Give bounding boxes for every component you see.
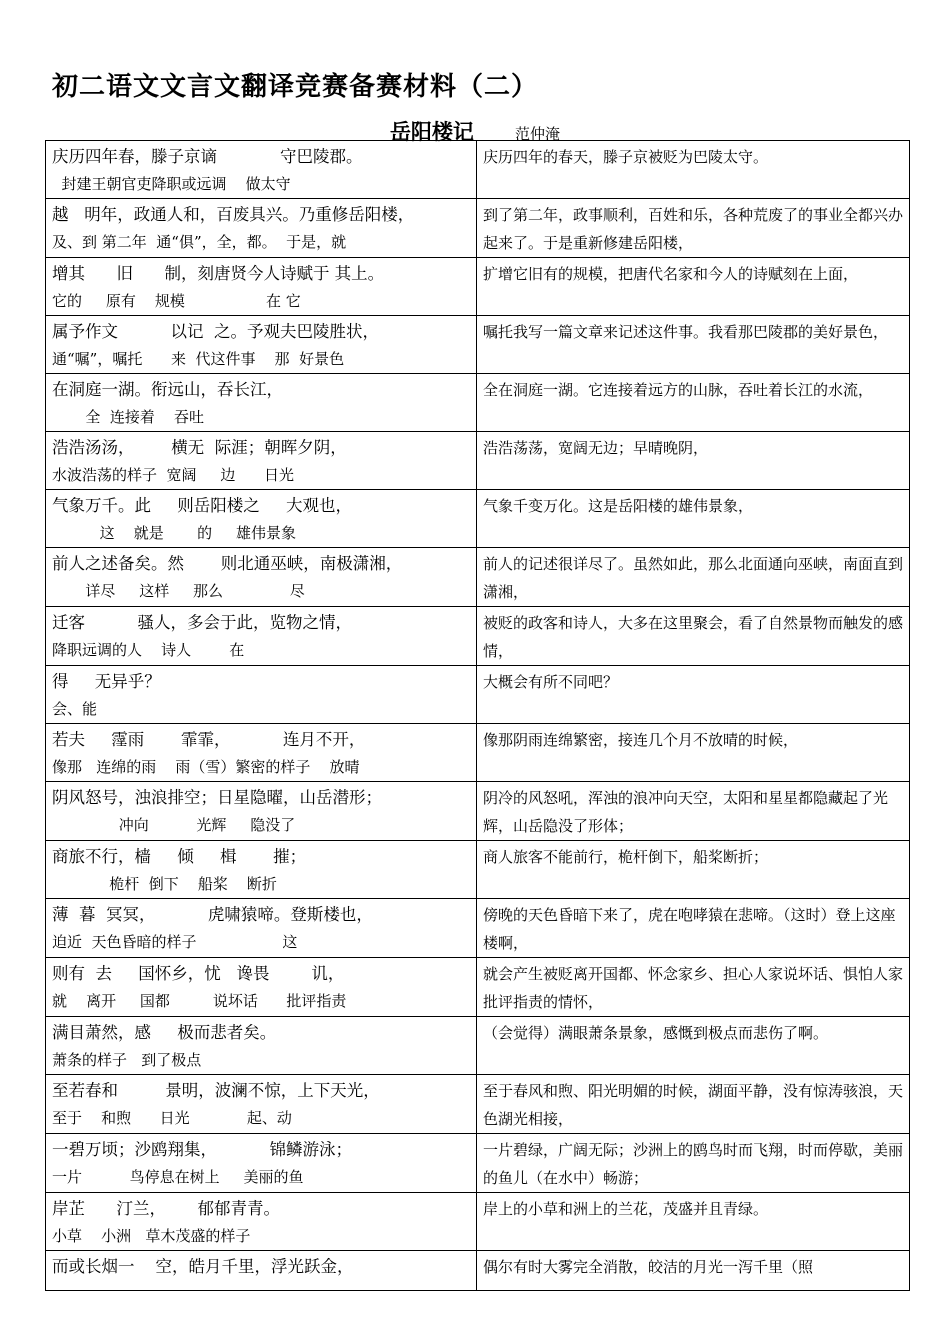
word-gloss: 水波浩荡的样子 宽阔 边 日光 bbox=[52, 466, 294, 484]
original-text-cell bbox=[46, 1134, 477, 1193]
original-text-cell bbox=[46, 374, 477, 432]
translation-table bbox=[45, 140, 910, 1291]
translation-text: 大概会有所不同吧？ bbox=[477, 666, 910, 724]
translation-text: 傍晚的天色昏暗下来了，虎在咆哮猿在悲啼。（这时）登上这座楼啊， bbox=[477, 899, 910, 958]
original-text: 前人之述备矣。然 则北通巫峡，南极潇湘， bbox=[52, 554, 403, 573]
table-row bbox=[46, 1017, 910, 1075]
word-gloss: 迫近 天色昏暗的样子 这 bbox=[52, 933, 298, 951]
translation-text: 嘱托我写一篇文章来记述这件事。我看那巴陵郡的美好景色， bbox=[477, 316, 910, 374]
translation-text: 岸上的小草和洲上的兰花，茂盛并且青绿。 bbox=[477, 1193, 910, 1251]
essay-author: 范仲淹 bbox=[515, 125, 561, 143]
page-title: 初二语文文言文翻译竞赛备赛材料（二） bbox=[52, 72, 539, 102]
original-text-cell bbox=[46, 1017, 477, 1075]
table-row bbox=[46, 316, 910, 374]
word-gloss: 封建王朝官吏降职或远调 做太守 bbox=[52, 175, 291, 193]
original-text: 一碧万顷；沙鸥翔集， 锦鳞游泳； bbox=[52, 1140, 352, 1159]
translation-text: 像那阴雨连绵繁密，接连几个月不放晴的时候， bbox=[477, 724, 910, 782]
original-text: 增其 旧 制，刻唐贤今人诗赋于 其上。 bbox=[52, 264, 385, 283]
word-gloss: 降职远调的人 诗人 在 bbox=[52, 641, 245, 659]
original-text: 则有 去 国怀乡，忧 谗畏 讥， bbox=[52, 964, 345, 983]
original-text: 商旅不行，樯 倾 楫 摧； bbox=[52, 847, 307, 866]
original-text-cell bbox=[46, 607, 477, 666]
original-text-cell bbox=[46, 782, 477, 841]
translation-text: 浩浩荡荡，宽阔无边；早晴晚阴， bbox=[477, 432, 910, 490]
table-row bbox=[46, 724, 910, 782]
original-text-cell bbox=[46, 724, 477, 782]
table-row bbox=[46, 432, 910, 490]
word-gloss: 一片 鸟停息在树上 美丽的鱼 bbox=[52, 1168, 304, 1186]
original-text-cell bbox=[46, 1251, 477, 1291]
original-text: 属予作文 以记 之。予观夫巴陵胜状， bbox=[52, 322, 379, 341]
translation-text: 到了第二年，政事顺利，百姓和乐，各种荒废了的事业全都兴办起来了。于是重新修建岳阳楼， bbox=[477, 199, 910, 258]
translation-text: 庆历四年的春天，滕子京被贬为巴陵太守。 bbox=[477, 141, 910, 199]
original-text-cell bbox=[46, 432, 477, 490]
translation-text: 被贬的政客和诗人，大多在这里聚会，看了自然景物而触发的感情， bbox=[477, 607, 910, 666]
word-gloss: 至于 和煦 日光 起、动 bbox=[52, 1109, 292, 1127]
table-row bbox=[46, 1193, 910, 1251]
word-gloss: 会、能 bbox=[52, 700, 98, 718]
word-gloss: 详尽 这样 那么 尽 bbox=[52, 582, 305, 600]
original-text-cell bbox=[46, 141, 477, 199]
original-text: 得 无异乎？ bbox=[52, 672, 161, 691]
translation-text: 就会产生被贬离开国都、怀念家乡、担心人家说坏话、惧怕人家批评指责的情怀， bbox=[477, 958, 910, 1017]
table-row bbox=[46, 666, 910, 724]
original-text-cell bbox=[46, 548, 477, 607]
original-text: 气象万千。此 则岳阳楼之 大观也， bbox=[52, 496, 352, 515]
word-gloss: 这 就是 的 雄伟景象 bbox=[52, 524, 296, 542]
translation-text: 扩增它旧有的规模，把唐代名家和今人的诗赋刻在上面， bbox=[477, 258, 910, 316]
original-text: 若夫 霪雨 霏霏， 连月不开， bbox=[52, 730, 366, 749]
original-text: 庆历四年春，滕子京谪 守巴陵郡。 bbox=[52, 147, 363, 166]
word-gloss: 桅杆 倒下 船桨 断折 bbox=[52, 875, 277, 893]
table-row bbox=[46, 958, 910, 1017]
word-gloss: 就 离开 国都 说坏话 批评指责 bbox=[52, 992, 347, 1010]
original-text: 迁客 骚人，多会于此，览物之情， bbox=[52, 613, 352, 632]
table-row bbox=[46, 841, 910, 899]
original-text-cell bbox=[46, 1193, 477, 1251]
table-row bbox=[46, 199, 910, 258]
original-text: 浩浩汤汤， 横无 际涯；朝晖夕阴， bbox=[52, 438, 347, 457]
original-text: 满目萧然，感 极而悲者矣。 bbox=[52, 1023, 277, 1042]
original-text: 岸芷 汀兰， 郁郁青青。 bbox=[52, 1199, 280, 1218]
table-row bbox=[46, 899, 910, 958]
word-gloss: 它的 原有 规模 在 它 bbox=[52, 292, 301, 310]
translation-text: 至于春风和煦、阳光明媚的时候，湖面平静，没有惊涛骇浪，天色湖光相接， bbox=[477, 1075, 910, 1134]
table-row bbox=[46, 1251, 910, 1291]
table-row bbox=[46, 141, 910, 199]
translation-text: 阴冷的风怒吼，浑浊的浪冲向天空，太阳和星星都隐藏起了光辉，山岳隐没了形体； bbox=[477, 782, 910, 841]
word-gloss: 冲向 光辉 隐没了 bbox=[52, 816, 296, 834]
table-row bbox=[46, 1075, 910, 1134]
essay-title: 岳阳楼记 bbox=[389, 120, 474, 144]
original-text-cell bbox=[46, 1075, 477, 1134]
word-gloss: 小草 小洲 草木茂盛的样子 bbox=[52, 1227, 251, 1245]
table-row bbox=[46, 782, 910, 841]
table-row bbox=[46, 607, 910, 666]
word-gloss: 及、到 第二年 通“俱”，全，都。 于是，就 bbox=[52, 233, 347, 251]
original-text: 在洞庭一湖。衔远山，吞长江， bbox=[52, 380, 283, 399]
original-text: 而或长烟一 空，皓月千里，浮光跃金， bbox=[52, 1257, 354, 1276]
word-gloss: 通“嘱”，嘱托 来 代这件事 那 好景色 bbox=[52, 350, 345, 368]
translation-text: 偶尔有时大雾完全消散，皎洁的月光一泻千里（照 bbox=[477, 1251, 910, 1291]
table-row bbox=[46, 374, 910, 432]
translation-text: 一片碧绿，广阔无际；沙洲上的鸥鸟时而飞翔，时而停歇，美丽的鱼儿（在水中）畅游； bbox=[477, 1134, 910, 1193]
original-text: 薄 暮 冥冥， 虎啸猿啼。登斯楼也， bbox=[52, 905, 373, 924]
original-text-cell bbox=[46, 841, 477, 899]
original-text-cell bbox=[46, 666, 477, 724]
original-text-cell bbox=[46, 958, 477, 1017]
original-text-cell bbox=[46, 258, 477, 316]
original-text-cell bbox=[46, 316, 477, 374]
table-row bbox=[46, 258, 910, 316]
word-gloss: 像那 连绵的雨 雨（雪）繁密的样子 放晴 bbox=[52, 758, 360, 776]
translation-text: 商人旅客不能前行，桅杆倒下，船桨断折； bbox=[477, 841, 910, 899]
translation-text: 前人的记述很详尽了。虽然如此，那么北面通向巫峡，南面直到潇湘， bbox=[477, 548, 910, 607]
table-row bbox=[46, 490, 910, 548]
original-text: 至若春和 景明，波澜不惊，上下天光， bbox=[52, 1081, 380, 1100]
word-gloss: 全 连接着 吞吐 bbox=[52, 408, 204, 426]
original-text-cell bbox=[46, 899, 477, 958]
table-row bbox=[46, 548, 910, 607]
table-row bbox=[46, 1134, 910, 1193]
original-text: 越 明年，政通人和，百废具兴。乃重修岳阳楼， bbox=[52, 205, 415, 224]
original-text-cell bbox=[46, 199, 477, 258]
translation-text: （会觉得）满眼萧条景象，感慨到极点而悲伤了啊。 bbox=[477, 1017, 910, 1075]
original-text-cell bbox=[46, 490, 477, 548]
translation-text: 全在洞庭一湖。它连接着远方的山脉，吞吐着长江的水流， bbox=[477, 374, 910, 432]
original-text: 阴风怒号，浊浪排空；日星隐曜，山岳潜形； bbox=[52, 788, 382, 807]
translation-text: 气象千变万化。这是岳阳楼的雄伟景象， bbox=[477, 490, 910, 548]
word-gloss: 萧条的样子 到了极点 bbox=[52, 1051, 202, 1069]
